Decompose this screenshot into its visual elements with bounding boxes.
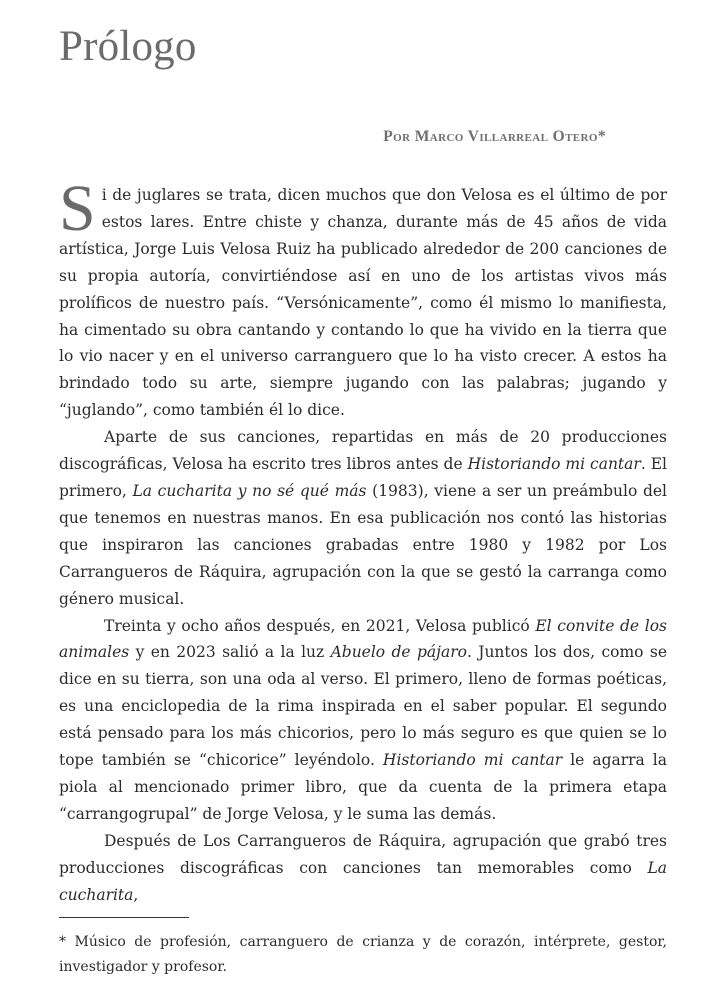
paragraph-text: le agarra la piola al mencionado primer libro, que da cuenta de la primera etapa “carrangogrupal” de Jorge Velosa, y le suma las demás. — [59, 751, 667, 823]
paragraph-text: i de juglares se trata, dicen muchos que don Velosa es el último de por estos lares. Entre chiste y chanza, durante más de 45 años de vida artística, Jorge Luis Velosa Ruiz ha publicado alrededor de 200 canciones de su propia autoría, convirtiéndose así en uno de los artistas vivos más prolíficos de nuestro país. “Versónicamente”, como él mismo lo manifiesta, ha cimentado su obra cantando y contando lo que ha vivido en la tierra que lo vio nacer y en el universo carranguero que lo ha visto crecer. A estos ha brindado todo su arte, siempre jugando con las palabras; jugando y “juglando”, como también él lo dice. — [59, 186, 667, 420]
drop-cap: S — [59, 172, 96, 245]
paragraph-text: Después de Los Carrangueros de Ráquira, agrupación que grabó tres producciones discográficas con canciones tan memorables como — [59, 831, 667, 877]
paragraph-1 — [59, 172, 667, 424]
author-byline: Por Marco Villarreal Otero* — [383, 128, 606, 145]
book-title: El convite de los animales — [59, 616, 667, 662]
song-title: La cucharita — [59, 858, 667, 904]
book-title: La cucharita y no sé qué más — [132, 481, 367, 500]
footnote-divider — [59, 917, 189, 918]
book-title: Historiando mi cantar — [467, 455, 641, 474]
paragraph-text: . Juntos los dos, como se dice en su tierra, son una oda al verso. El primero, lleno de formas poéticas, es una enciclopedia de la rima inspirada en el saber popular. El segundo está pensado para los más chicorios, pero lo más seguro es que quien se lo tope también se “chicorice” leyéndolo. — [59, 643, 667, 770]
paragraph-text: Aparte de sus canciones, repartidas en más de 20 producciones discográficas, Velosa ha escrito tres libros antes de — [59, 428, 667, 474]
paragraph-text: , — [133, 885, 139, 904]
paragraph-text: . El primero, — [59, 455, 667, 500]
paragraph-text: (1983), viene a ser un preámbulo del que tenemos en nuestras manos. En esa publicación nos contó las historias que inspiraron las canciones grabadas entre 1980 y 1982 por Los Carrangueros de Ráquira, agrupación con la que se gestó la carranga como género musical. — [59, 481, 667, 608]
book-title: Abuelo de pájaro — [330, 643, 467, 662]
paragraph-3 — [59, 613, 667, 828]
body-text — [59, 172, 667, 908]
paragraph-2 — [59, 424, 667, 612]
paragraph-text: y en 2023 salió a la luz — [129, 643, 331, 662]
paragraph-text: Treinta y ocho años después, en 2021, Velosa publicó — [104, 616, 536, 635]
paragraph-4 — [59, 828, 667, 909]
page-title: Prólogo — [59, 23, 197, 70]
footnote: * Músico de profesión, carranguero de crianza y de corazón, intérprete, gestor, investigador y profesor. — [59, 934, 667, 975]
book-title: Historiando mi cantar — [382, 751, 563, 770]
